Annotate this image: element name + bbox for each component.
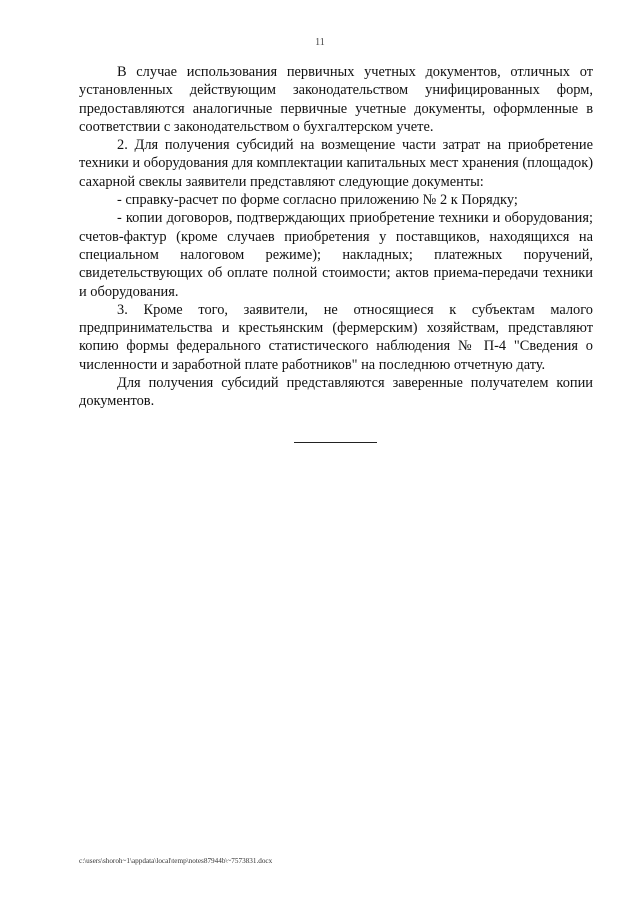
page-number: 11 xyxy=(315,37,325,48)
paragraph-certified-copies: Для получения субсидий представляются заверенные получателем копии документов. xyxy=(79,375,593,410)
list-item-calculation-certificate: - справку-расчет по форме согласно приложению № 2 к Порядку; xyxy=(117,192,518,209)
end-separator-line xyxy=(294,442,377,443)
paragraph-primary-documents: В случае использования первичных учетных документов, отличных от установленных действующим законодательством унифицированных форм, предоставляются аналогичные первичные учетные документы, оформленные в соответствии с законодательством о бухгалтерском учете. xyxy=(79,64,593,135)
list-item-contract-copies: - копии договоров, подтверждающих приобретение техники и оборудования; счетов-фактур (кроме случаев приобретения у поставщиков, находящихся на специальном налоговом режиме); накладных; платежных поручений, свидетельствующих об оплате полной стоимости; актов приема-передачи техники и оборудования. xyxy=(79,210,593,300)
paragraph-equipment-subsidy: 2. Для получения субсидий на возмещение части затрат на приобретение техники и оборудования для комплектации капитальных мест хранения (площадок) сахарной свеклы заявители представляют следующие документы: xyxy=(79,137,593,190)
footer-file-path: c:\users\shoroh~1\appdata\local\temp\notes87944b\~7573831.docx xyxy=(79,857,273,865)
paragraph-statistical-form: 3. Кроме того, заявители, не относящиеся к субъектам малого предпринимательства и крестьянским (фермерским) хозяйствам, представляют копию формы федерального статистического наблюдения № П-4 "Сведения о численности и заработной плате работников" на последнюю отчетную дату. xyxy=(79,301,593,373)
document-body xyxy=(79,63,593,411)
